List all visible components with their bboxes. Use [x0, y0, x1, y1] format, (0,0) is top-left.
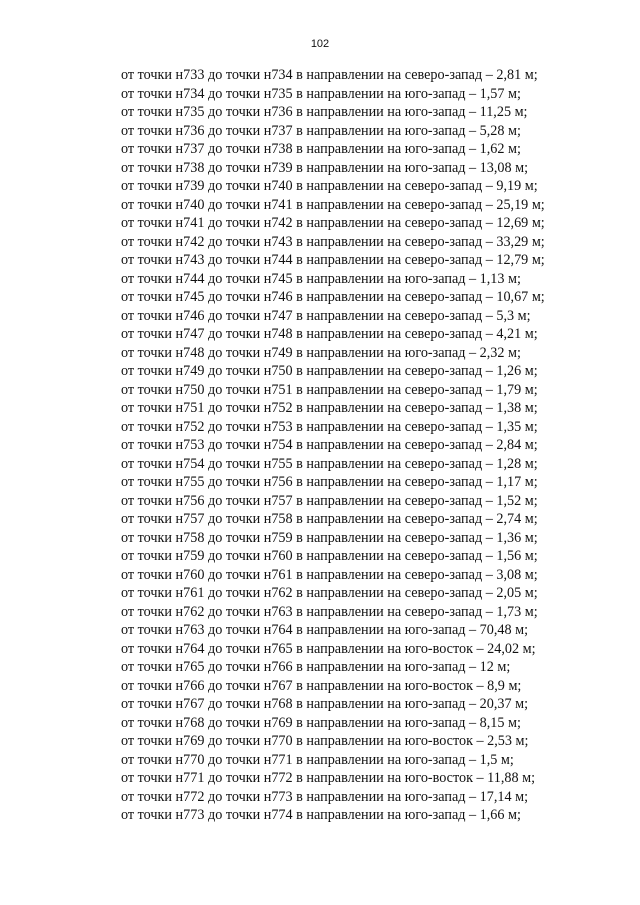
- boundary-line: от точки н743 до точки н744 в направлении на северо-запад – 12,79 м;: [121, 252, 545, 268]
- boundary-line: от точки н757 до точки н758 в направлении на северо-запад – 2,74 м;: [121, 511, 538, 527]
- boundary-line: от точки н742 до точки н743 в направлении на северо-запад – 33,29 м;: [121, 233, 545, 250]
- boundary-line: от точки н751 до точки н752 в направлении на северо-запад – 1,38 м;: [121, 400, 538, 416]
- boundary-line: от точки н734 до точки н735 в направлении на юго-запад – 1,57 м;: [121, 85, 521, 102]
- boundary-line: от точки н747 до точки н748 в направлении на северо-запад – 4,21 м;: [121, 326, 538, 342]
- boundary-description-list: [121, 66, 601, 825]
- boundary-line: от точки н767 до точки н768 в направлении на юго-запад – 20,37 м;: [121, 696, 529, 712]
- boundary-line: от точки н745 до точки н746 в направлении на северо-запад – 10,67 м;: [121, 289, 545, 305]
- boundary-line: от точки н759 до точки н760 в направлении на северо-запад – 1,56 м;: [121, 548, 538, 564]
- boundary-line: от точки н737 до точки н738 в направлении на юго-запад – 1,62 м;: [121, 141, 521, 157]
- boundary-line: от точки н733 до точки н734 в направлении на северо-запад – 2,81 м;: [121, 67, 538, 83]
- boundary-line: от точки н748 до точки н749 в направлении на юго-запад – 2,32 м;: [121, 344, 521, 361]
- boundary-line: от точки н770 до точки н771 в направлении на юго-запад – 1,5 м;: [121, 751, 514, 768]
- boundary-line: от точки н749 до точки н750 в направлении на северо-запад – 1,26 м;: [121, 363, 538, 379]
- boundary-line: от точки н766 до точки н767 в направлении на юго-восток – 8,9 м;: [121, 677, 522, 694]
- boundary-line: от точки н744 до точки н745 в направлении на юго-запад – 1,13 м;: [121, 270, 521, 287]
- boundary-line: от точки н755 до точки н756 в направлении на северо-запад – 1,17 м;: [121, 474, 538, 490]
- boundary-line: от точки н762 до точки н763 в направлении на северо-запад – 1,73 м;: [121, 603, 538, 620]
- boundary-line: от точки н758 до точки н759 в направлении на северо-запад – 1,36 м;: [121, 529, 538, 546]
- boundary-line: от точки н771 до точки н772 в направлении на юго-восток – 11,88 м;: [121, 770, 536, 786]
- boundary-line: от точки н750 до точки н751 в направлении на северо-запад – 1,79 м;: [121, 381, 538, 398]
- boundary-line: от точки н763 до точки н764 в направлении на юго-запад – 70,48 м;: [121, 622, 529, 638]
- boundary-line: от точки н756 до точки н757 в направлении на северо-запад – 1,52 м;: [121, 492, 538, 509]
- boundary-line: от точки н741 до точки н742 в направлении на северо-запад – 12,69 м;: [121, 215, 545, 231]
- boundary-line: от точки н772 до точки н773 в направлении на юго-запад – 17,14 м;: [121, 788, 529, 805]
- boundary-line: от точки н736 до точки н737 в направлении на юго-запад – 5,28 м;: [121, 122, 521, 139]
- boundary-line: от точки н740 до точки н741 в направлении на северо-запад – 25,19 м;: [121, 196, 545, 213]
- boundary-line: от точки н753 до точки н754 в направлении на северо-запад – 2,84 м;: [121, 437, 538, 453]
- boundary-line: от точки н769 до точки н770 в направлении на юго-восток – 2,53 м;: [121, 733, 529, 749]
- boundary-line: от точки н764 до точки н765 в направлении на юго-восток – 24,02 м;: [121, 640, 536, 657]
- boundary-line: от точки н761 до точки н762 в направлении на северо-запад – 2,05 м;: [121, 585, 538, 601]
- boundary-line: от точки н768 до точки н769 в направлении на юго-запад – 8,15 м;: [121, 714, 521, 731]
- boundary-line: от точки н773 до точки н774 в направлении на юго-запад – 1,66 м;: [121, 807, 521, 823]
- boundary-line: от точки н746 до точки н747 в направлении на северо-запад – 5,3 м;: [121, 307, 531, 324]
- boundary-line: от точки н738 до точки н739 в направлении на юго-запад – 13,08 м;: [121, 159, 529, 176]
- boundary-line: от точки н754 до точки н755 в направлении на северо-запад – 1,28 м;: [121, 455, 538, 472]
- boundary-line: от точки н760 до точки н761 в направлении на северо-запад – 3,08 м;: [121, 566, 538, 583]
- boundary-line: от точки н765 до точки н766 в направлении на юго-запад – 12 м;: [121, 659, 511, 675]
- boundary-line: от точки н752 до точки н753 в направлении на северо-запад – 1,35 м;: [121, 418, 538, 435]
- boundary-line: от точки н735 до точки н736 в направлении на юго-запад – 11,25 м;: [121, 104, 528, 120]
- boundary-line: от точки н739 до точки н740 в направлении на северо-запад – 9,19 м;: [121, 178, 538, 194]
- page-number: 102: [310, 38, 330, 50]
